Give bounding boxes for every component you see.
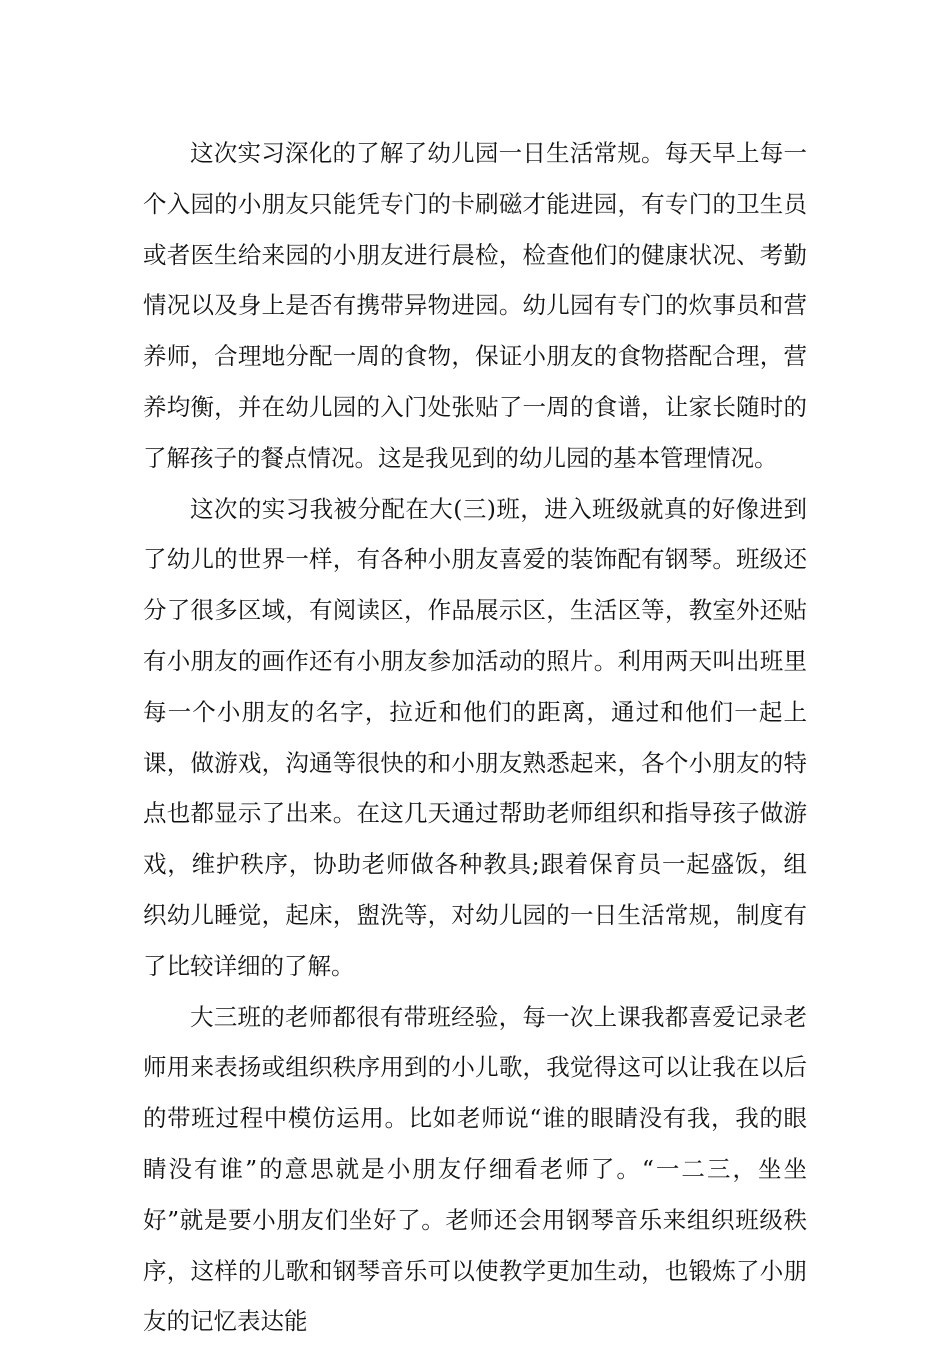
paragraph-daily-routine: 这次实习深化的了解了幼儿园一日生活常规。每天早上每一个入园的小朋友只能凭专门的卡刷磁才能进园，有专门的卫生员或者医生给来园的小朋友进行晨检，检查他们的健康状况、考勤情况以及身上是否有携带异物进园。幼儿园有专门的炊事员和营养师，合理地分配一周的食物，保证小朋友的食物搭配合理，营养均衡，并在幼儿园的入门处张贴了一周的食谱，让家长随时的了解孩子的餐点情况。这是我见到的幼儿园的基本管理情况。 (143, 139, 807, 472)
paragraph-teacher-rhymes: 大三班的老师都很有带班经验，每一次上课我都喜爱记录老师用来表扬或组织秩序用到的小儿歌，我觉得这可以让我在以后的带班过程中模仿运用。比如老师说“谁的眼睛没有我，我的眼睛没有谁”的意思就是小朋友仔细看老师了。“一二三，坐坐好”就是要小朋友们坐好了。老师还会用钢琴音乐来组织班级秩序，这样的儿歌和钢琴音乐可以使教学更加生动，也锻炼了小朋友的记忆表达能 (143, 1002, 807, 1336)
document-body (143, 128, 807, 1347)
paragraph-class-assignment: 这次的实习我被分配在大(三)班，进入班级就真的好像进到了幼儿的世界一样，有各种小朋友喜爱的装饰配有钢琴。班级还分了很多区域，有阅读区，作品展示区，生活区等，教室外还贴有小朋友的画作还有小朋友参加活动的照片。利用两天叫出班里每一个小朋友的名字，拉近和他们的距离，通过和他们一起上课，做游戏，沟通等很快的和小朋友熟悉起来，各个小朋友的特点也都显示了出来。在这几天通过帮助老师组织和指导孩子做游戏，维护秩序，协助老师做各种教具;跟着保育员一起盛饭，组织幼儿睡觉，起床，盥洗等，对幼儿园的一日生活常规，制度有了比较详细的了解。 (143, 494, 807, 980)
